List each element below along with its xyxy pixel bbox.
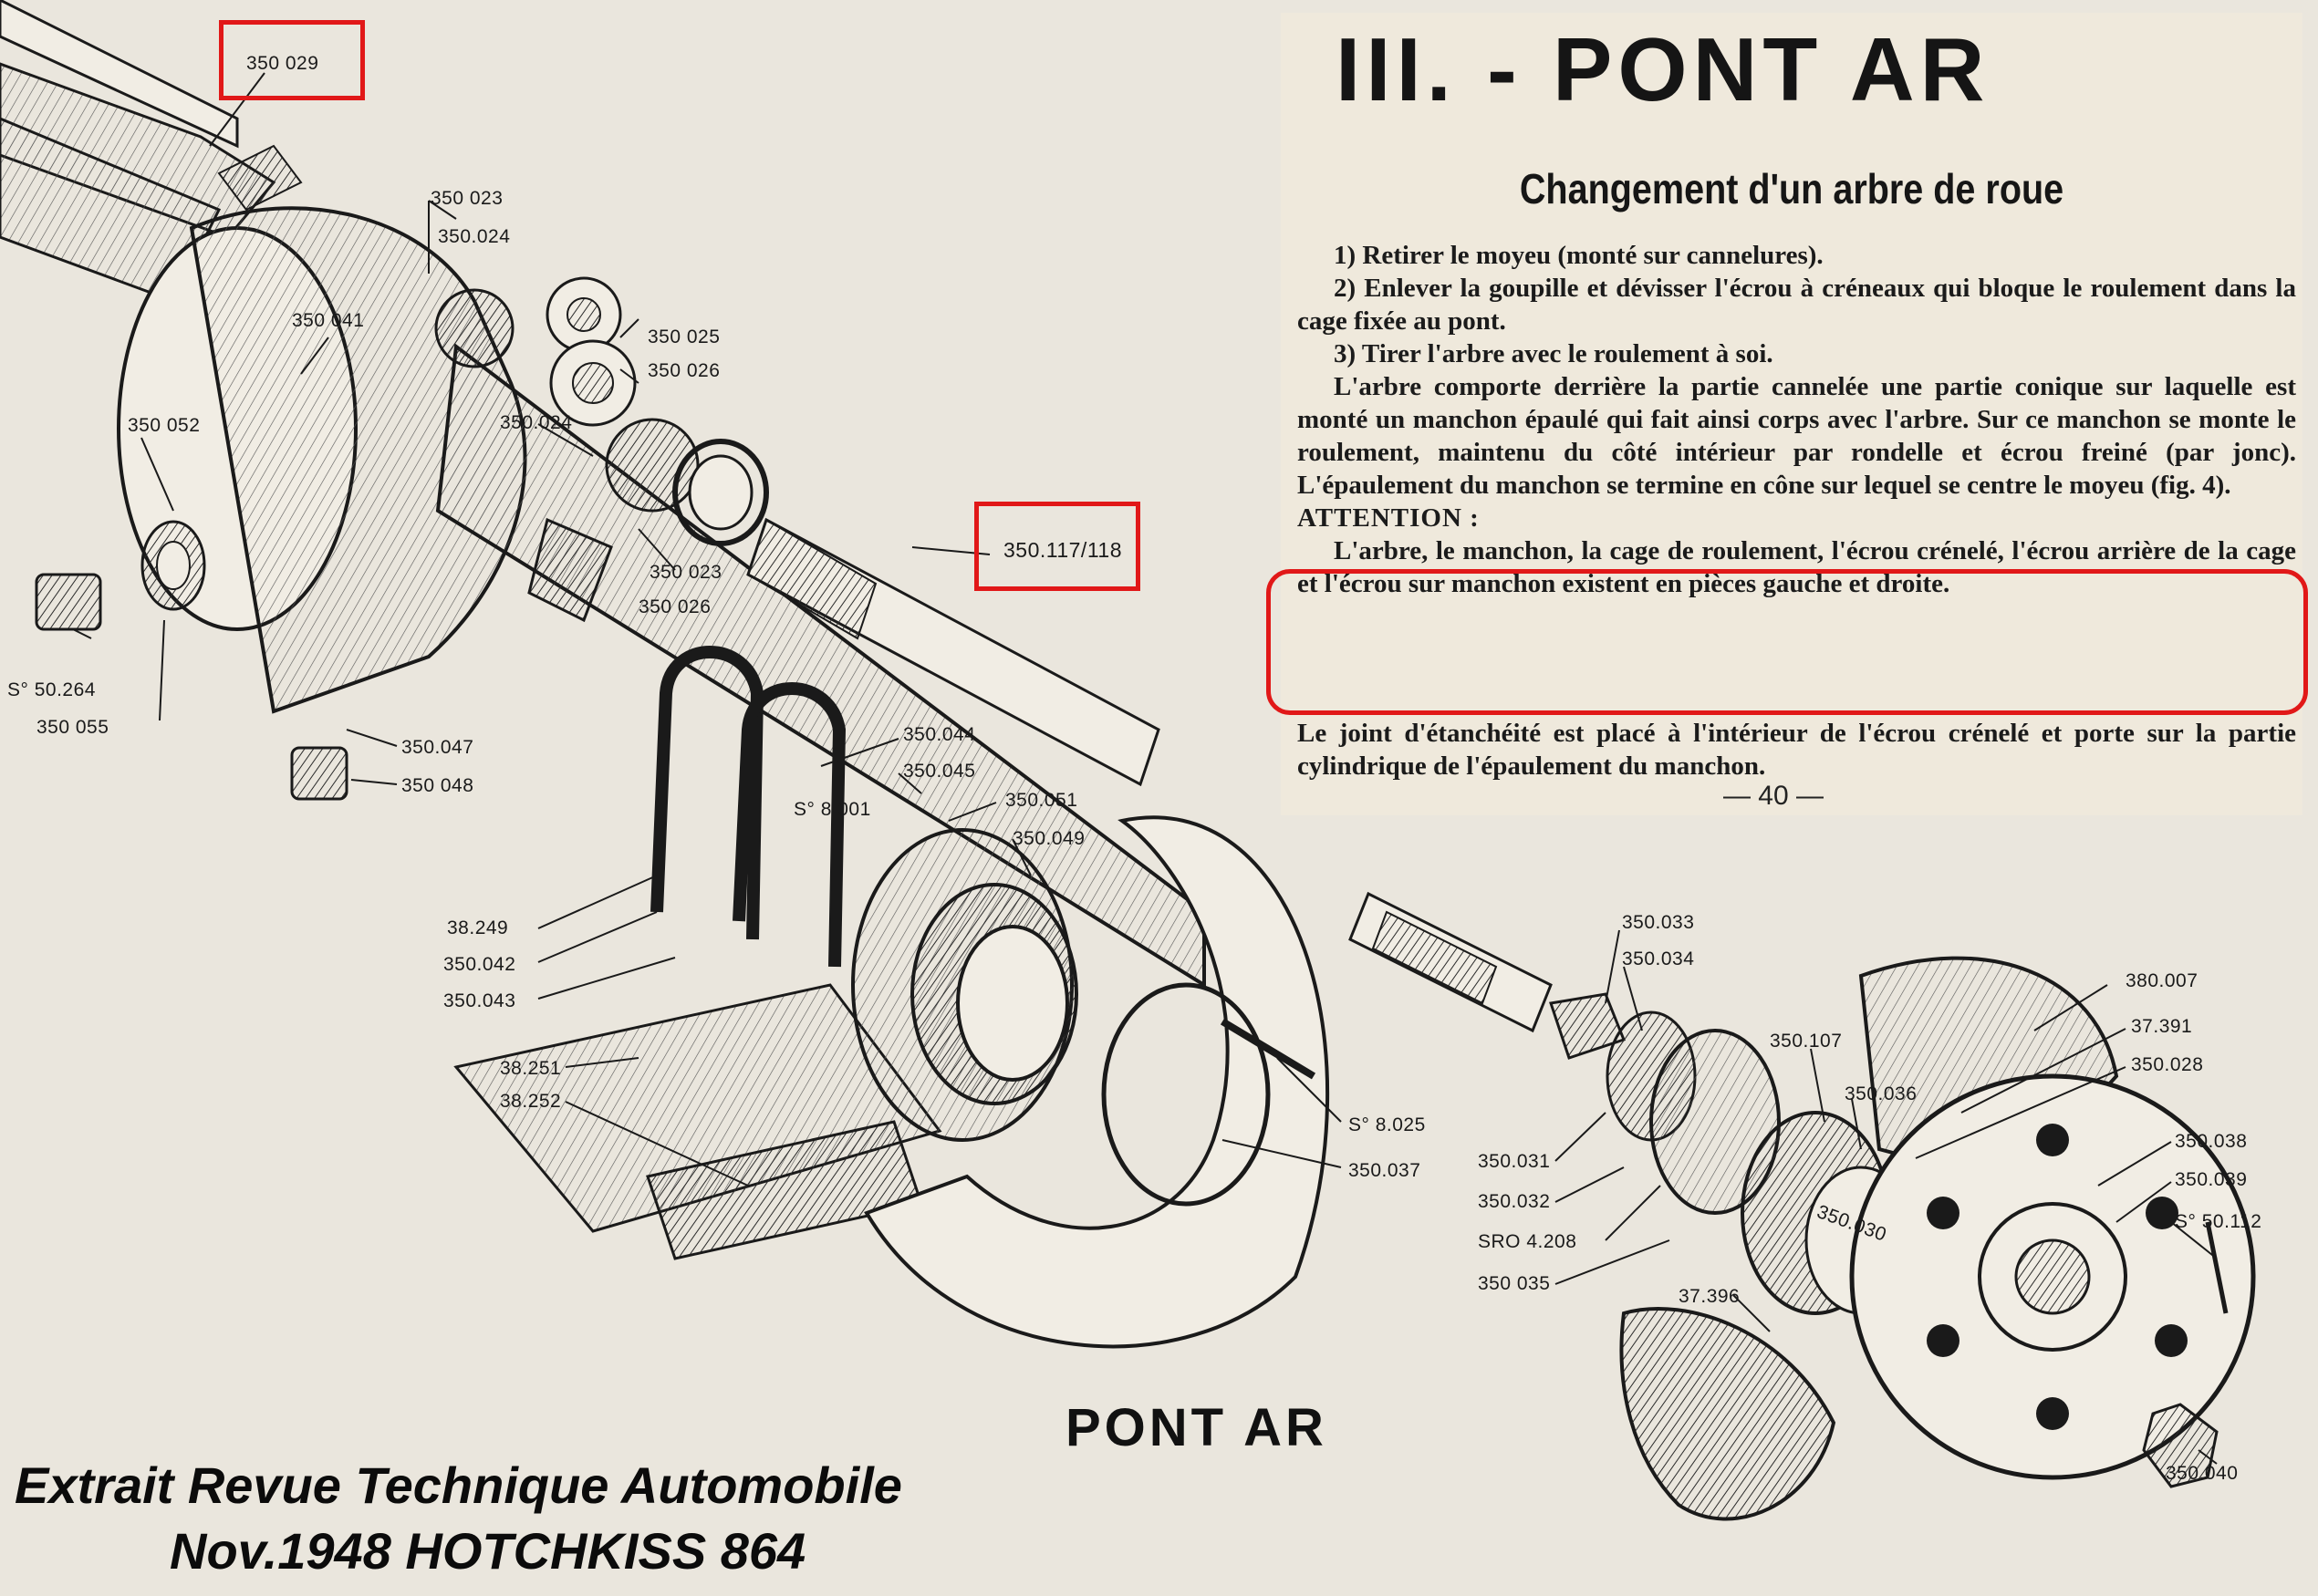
- part-label: 350.033: [1622, 912, 1695, 933]
- part-label: 350.038: [2175, 1131, 2248, 1152]
- part-label: 350.039: [2175, 1169, 2248, 1190]
- part-label: 350.032: [1478, 1191, 1551, 1212]
- part-label: 350 023: [650, 562, 722, 583]
- part-label: S° 8.025: [1348, 1114, 1426, 1135]
- attention-heading: ATTENTION :: [1297, 503, 1480, 533]
- highlight-box-350117: [974, 502, 1140, 591]
- part-label: S° 50.112: [2175, 1211, 2262, 1232]
- part-label: 350.044: [903, 724, 976, 745]
- closing-text: Le joint d'étanchéité est placé à l'intérieur de l'écrou crénelé et porte sur la partie cylindrique de l'épaulement du manchon.: [1297, 719, 2296, 781]
- part-label: 350 025: [648, 326, 721, 347]
- attention-text: L'arbre, le manchon, la cage de roulement, l'écrou crénelé, l'écrou arrière de la cage et l'écrou sur manchon existent en pièces gauche et droite.: [1297, 536, 2296, 598]
- part-label: 350 055: [36, 717, 109, 738]
- part-label: SRO 4.208: [1478, 1231, 1577, 1252]
- part-label: 350 026: [639, 596, 712, 617]
- part-label: 350.036: [1845, 1083, 1918, 1104]
- part-label: S° 50.264: [7, 679, 96, 700]
- part-label: 350.117/118: [1003, 538, 1122, 562]
- part-label: 350.040: [2166, 1463, 2239, 1484]
- part-label: 350.030: [1814, 1201, 1890, 1246]
- step-3: 3) Tirer l'arbre avec le roulement à soi.: [1334, 339, 1773, 368]
- part-label: 350.049: [1013, 828, 1086, 849]
- part-label: 350 026: [648, 360, 721, 381]
- page-number: — 40 —: [1722, 781, 1824, 811]
- step-1: 1) Retirer le moyeu (monté sur cannelures).: [1334, 241, 1824, 270]
- diagram-caption: PONT AR: [1065, 1398, 1327, 1457]
- part-label: 350.107: [1770, 1031, 1843, 1052]
- closing-paragraph: [1297, 717, 2296, 782]
- attention-highlight-box: [1266, 569, 2308, 715]
- highlight-box-350029: [219, 20, 365, 100]
- part-label: 350.047: [401, 737, 474, 758]
- part-label: 380.007: [2126, 970, 2198, 991]
- part-label: 350 048: [401, 775, 474, 796]
- part-label: 37.396: [1679, 1286, 1741, 1307]
- part-label: 350.024: [438, 226, 511, 247]
- part-label: 38.251: [500, 1058, 562, 1079]
- part-label: 350.045: [903, 761, 976, 782]
- part-label: 350 041: [292, 310, 365, 331]
- section-subtitle: Changement d'un arbre de roue: [1519, 165, 2064, 212]
- credit-line-1: Extrait Revue Technique Automobile: [15, 1456, 902, 1514]
- section-title: III. - PONT AR: [1336, 19, 1991, 119]
- body-paragraph: L'arbre comporte derrière la partie cannelée une partie conique sur laquelle est monté un manchon épaulé qui fait ainsi corps avec l'arbre. Sur ce manchon se monte le roulement, maintenu du côté intérieur par rondelle et écrou freiné (par jonc). L'épaulement du manchon se termine en cône sur lequel se centre le moyeu (fig. 4).: [1297, 372, 2296, 500]
- part-label: 350 029: [246, 53, 319, 74]
- part-label: 350.024: [500, 412, 573, 433]
- part-label: 350 035: [1478, 1273, 1551, 1294]
- part-label: 350.043: [443, 990, 516, 1011]
- part-label: 350.042: [443, 954, 516, 975]
- part-label: 350 052: [128, 415, 201, 436]
- part-label: 350.037: [1348, 1160, 1421, 1181]
- part-label: 350.051: [1005, 790, 1078, 811]
- part-label: 350.034: [1622, 948, 1695, 969]
- part-label: 38.252: [500, 1091, 562, 1112]
- part-label: 38.249: [447, 917, 509, 938]
- document-body: [1297, 239, 2296, 600]
- part-label: 37.391: [2131, 1016, 2193, 1037]
- step-2: 2) Enlever la goupille et dévisser l'écrou à créneaux qui bloque le roulement dans la cage fixée au pont.: [1297, 274, 2296, 336]
- part-label: S° 8.001: [794, 799, 871, 820]
- part-label: 350.028: [2131, 1054, 2204, 1075]
- part-label: 350.031: [1478, 1151, 1551, 1172]
- part-label: 350 023: [431, 188, 504, 209]
- credit-line-2: Nov.1948 HOTCHKISS 864: [170, 1522, 806, 1580]
